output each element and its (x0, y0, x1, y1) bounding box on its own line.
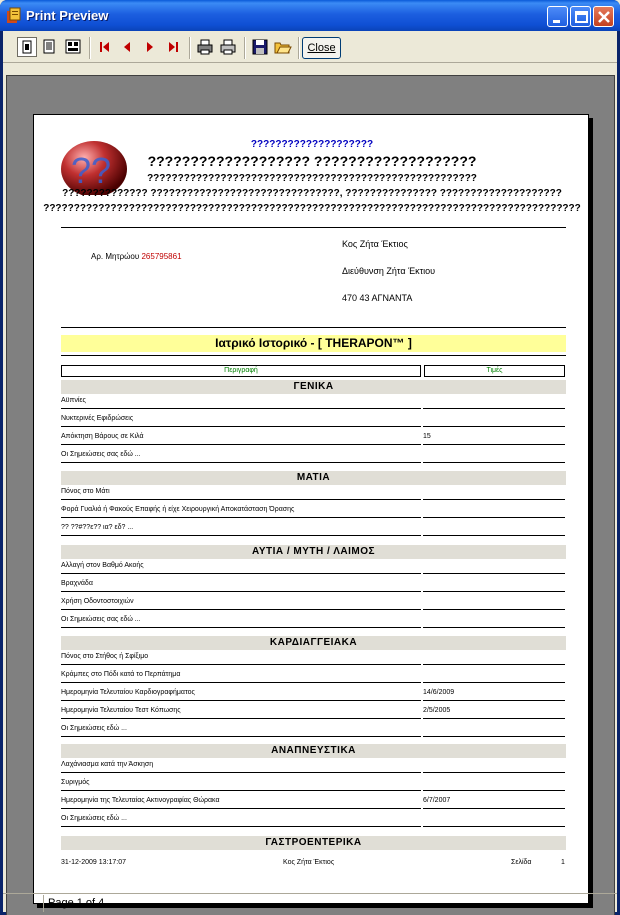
preview-area[interactable] (6, 75, 615, 915)
close-window-button[interactable] (593, 6, 614, 27)
row-divider (61, 718, 421, 719)
row-divider (61, 736, 421, 737)
value-divider (423, 718, 565, 719)
row-divider (61, 573, 421, 574)
row-value: 2/5/2005 (423, 707, 451, 714)
first-page-button[interactable] (95, 37, 115, 57)
section-header: ΑΝΑΠΝΕΥΣΤΙΚΑ (61, 744, 566, 758)
toolbar (3, 31, 617, 63)
previous-page-icon (117, 37, 137, 57)
multi-page-view-button[interactable] (63, 37, 83, 57)
row-label: Κράμπες στο Πόδι κατά το Περπάτημα (61, 671, 181, 678)
row-divider (61, 408, 421, 409)
row-divider (61, 682, 421, 683)
value-divider (423, 517, 565, 518)
value-divider (423, 772, 565, 773)
column-header-description: Περιγραφή (61, 365, 421, 377)
value-divider (423, 664, 565, 665)
row-divider (61, 499, 421, 500)
row-divider (61, 700, 421, 701)
value-divider (423, 826, 565, 827)
window-title: Print Preview (26, 8, 109, 23)
row-divider (61, 609, 421, 610)
row-divider (61, 444, 421, 445)
value-divider (423, 790, 565, 791)
last-page-button[interactable] (163, 37, 183, 57)
header-line-2: ??????????????????? ??????????????????? (147, 153, 477, 169)
close-button[interactable]: Close (302, 37, 341, 59)
value-divider (423, 499, 565, 500)
row-label: Οι Σημειώσεις εδώ ... (61, 815, 127, 822)
header-line-4: ?????????????? ???????????????????????????????, ??????????????? ???????????????????? (62, 188, 562, 199)
open-icon (273, 37, 293, 57)
section-header: ΜΑΤΙΑ (61, 471, 566, 485)
row-label: Αϋπνίες (61, 397, 86, 404)
row-divider (61, 517, 421, 518)
value-divider (423, 573, 565, 574)
report-page (33, 114, 589, 904)
row-divider (61, 808, 421, 809)
row-label: Ημερομηνία Τελευταίου Τεστ Κόπωσης (61, 707, 181, 714)
maximize-button[interactable] (570, 6, 591, 27)
row-label: Βραχνάδα (61, 580, 93, 587)
print-icon (218, 37, 238, 57)
row-divider (61, 535, 421, 536)
title-bar[interactable] (0, 0, 620, 31)
one-page-view-button[interactable] (17, 37, 37, 57)
next-page-button[interactable] (140, 37, 160, 57)
header-line-5: ???????????????????????????????????????????????????????????????????????????????????????? (43, 203, 581, 214)
multi-page-view-icon (63, 37, 83, 57)
open-button[interactable] (273, 37, 293, 57)
value-divider (423, 444, 565, 445)
row-label: Ημερομηνία της Τελευταίας Ακτινογραφίας Θώρακα (61, 797, 220, 804)
status-bar (3, 893, 617, 912)
next-page-icon (140, 37, 160, 57)
section-header: ΑΥΤΙΑ / ΜΥΤΗ / ΛΑΙΜΟΣ (61, 545, 566, 559)
row-divider (61, 772, 421, 773)
row-value: 14/6/2009 (423, 689, 455, 696)
row-label: Νυκτερινές Εφιδρώσεις (61, 415, 134, 422)
row-label: Συριγμός (61, 779, 90, 786)
two-page-view-button[interactable] (39, 37, 59, 57)
row-label: Οι Σημειώσεις σας εδώ ... (61, 451, 141, 458)
row-label: Πόνος στο Μάτι (61, 488, 110, 495)
header-line-1: ???????????????????? (250, 139, 374, 150)
print-button[interactable] (218, 37, 238, 57)
patient-name: Κος Ζήτα Έκτιος (342, 239, 408, 249)
section-header: ΚΑΡΔΙΑΓΓΕΙΑΚΑ (61, 636, 566, 650)
header-line-3: ?????????????????????????????????????????????????????? (147, 173, 477, 184)
one-page-view-icon (18, 38, 36, 56)
value-divider (423, 426, 565, 427)
row-label: Απόκτηση Βάρους σε Κιλά (61, 433, 144, 440)
value-divider (423, 808, 565, 809)
row-divider (61, 664, 421, 665)
registry-info (91, 252, 182, 261)
patient-address: Διεύθυνση Ζήτα Έκτιου (342, 266, 436, 276)
value-divider (423, 462, 565, 463)
row-label: Φορά Γυαλιά ή Φακούς Επαφής ή είχε Χειρουργική Αποκατάσταση Όρασης (61, 506, 295, 513)
row-label: Αλλαγή στον Βαθμό Ακοής (61, 562, 144, 569)
row-divider (61, 462, 421, 463)
row-divider (61, 591, 421, 592)
section-header: ΓΑΣΤΡΟΕΝΤΕΡΙΚΑ (61, 836, 566, 850)
footer-patient: Κος Ζήτα Έκτιος (283, 859, 335, 866)
report-title: Ιατρικό Ιστορικό - [ THERAPON™ ] (61, 335, 566, 352)
footer-page-label: Σελίδα (511, 859, 532, 866)
row-divider (61, 426, 421, 427)
row-divider (61, 627, 421, 628)
client-area (3, 31, 617, 912)
registry-number: 265795861 (141, 252, 182, 261)
print-setup-button[interactable] (195, 37, 215, 57)
row-divider (61, 790, 421, 791)
footer-page-number: 1 (561, 859, 565, 866)
minimize-button[interactable] (547, 6, 568, 27)
row-label: Πόνος στο Στήθος ή Σφίξιμο (61, 653, 149, 660)
row-label: Λαχάνιασμα κατά την Άσκηση (61, 761, 154, 768)
row-value: 6/7/2007 (423, 797, 451, 804)
row-label: Οι Σημειώσεις σας εδώ ... (61, 616, 141, 623)
save-icon (250, 37, 270, 57)
previous-page-button[interactable] (117, 37, 137, 57)
patient-city: 470 43 ΑΓΝΑΝΤΑ (342, 293, 413, 303)
registry-label: Αρ. Μητρώου (91, 252, 140, 261)
column-header-values: Τιμές (424, 365, 565, 377)
row-divider (61, 826, 421, 827)
first-page-icon (95, 37, 115, 57)
footer-date: 31-12-2009 13:17:07 (61, 859, 126, 866)
value-divider (423, 609, 565, 610)
value-divider (423, 736, 565, 737)
row-label: Οι Σημειώσεις εδώ ... (61, 725, 127, 732)
svg-text:??: ?? (71, 150, 112, 191)
row-label: ?? ??#??ε?? ια? εδ? ... (61, 524, 134, 531)
minimize-icon (548, 7, 569, 28)
row-label: Ημερομηνία Τελευταίου Καρδιογραφήματος (61, 689, 195, 696)
page-info: Page 1 of 4 (43, 895, 617, 912)
value-divider (423, 591, 565, 592)
row-label: Χρήση Οδοντοστοιχιών (61, 598, 134, 605)
print-setup-icon (195, 37, 215, 57)
value-divider (423, 535, 565, 536)
app-icon (6, 7, 22, 24)
row-value: 15 (423, 433, 431, 440)
value-divider (423, 700, 565, 701)
value-divider (423, 408, 565, 409)
close-icon (594, 7, 615, 28)
section-header: ΓΕΝΙΚΑ (61, 380, 566, 394)
save-button[interactable] (250, 37, 270, 57)
two-page-view-icon (39, 37, 59, 57)
value-divider (423, 627, 565, 628)
last-page-icon (163, 37, 183, 57)
value-divider (423, 682, 565, 683)
maximize-icon (571, 7, 592, 28)
